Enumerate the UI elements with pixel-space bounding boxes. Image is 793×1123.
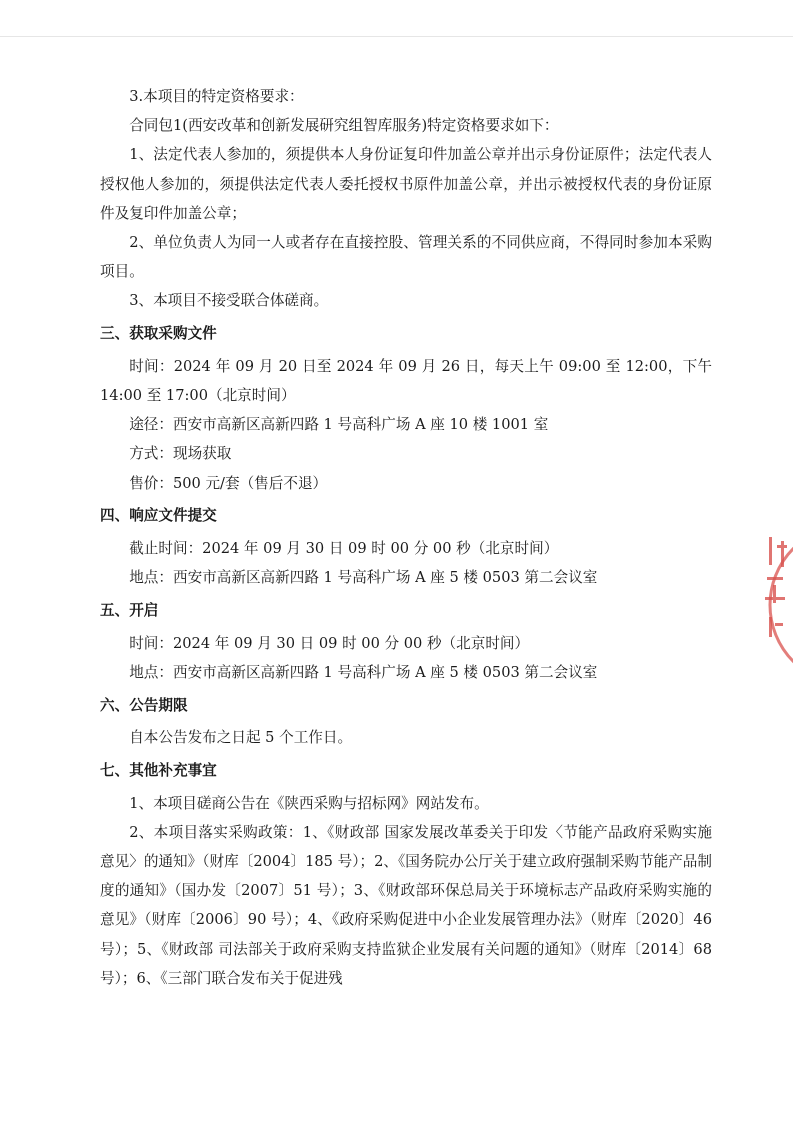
scan-edge-line: [0, 36, 793, 37]
section-heading: 六、公告期限: [100, 696, 188, 714]
body-paragraph: 截止时间：2024 年 09 月 30 日 09 时 00 分 00 秒（北京时间）: [129, 540, 559, 558]
body-paragraph: 3、本项目不接受联合体磋商。: [129, 292, 329, 310]
section-heading: 四、响应文件提交: [100, 507, 217, 525]
body-paragraph: 方式：现场获取: [129, 445, 232, 463]
body-paragraph: 时间：2024 年 09 月 30 日 09 时 00 分 00 秒（北京时间）: [129, 634, 530, 652]
body-paragraph: 2、单位负责人为同一人或者存在直接控股、管理关系的不同供应商，不得同时参加本采购项目。: [100, 234, 712, 281]
document-body: [100, 82, 712, 993]
body-paragraph: 1、法定代表人参加的，须提供本人身份证复印件加盖公章并出示身份证原件；法定代表人授权他人参加的，须提供法定代表人委托授权书原件加盖公章，并出示被授权代表的身份证原件及复印件加盖公章；: [100, 146, 712, 222]
body-paragraph: 售价：500 元/套（售后不退）: [129, 474, 328, 492]
section-heading: 三、获取采购文件: [100, 325, 217, 343]
section-heading: 五、开启: [100, 601, 159, 619]
body-paragraph: 合同包1(西安改革和创新发展研究组智库服务)特定资格要求如下：: [129, 117, 559, 135]
body-paragraph: 途径：西安市高新区高新四路 1 号高科广场 A 座 10 楼 1001 室: [129, 416, 549, 434]
body-paragraph: 3.本项目的特定资格要求：: [129, 88, 304, 105]
red-seal-stamp: [755, 505, 793, 705]
body-paragraph: 地点：西安市高新区高新四路 1 号高科广场 A 座 5 楼 0503 第二会议室: [129, 663, 598, 681]
body-paragraph: 时间：2024 年 09 月 20 日至 2024 年 09 月 26 日，每天上午 09:00 至 12:00，下午 14:00 至 17:00（北京时间）: [100, 357, 712, 405]
body-paragraph: 地点：西安市高新区高新四路 1 号高科广场 A 座 5 楼 0503 第二会议室: [129, 569, 598, 587]
body-paragraph: 自本公告发布之日起 5 个工作日。: [129, 729, 353, 747]
body-paragraph: 1、本项目磋商公告在《陕西采购与招标网》网站发布。: [129, 794, 489, 812]
body-paragraph: 2、本项目落实采购政策：1、《财政部 国家发展改革委关于印发〈节能产品政府采购实施意见〉的通知》（财库〔2004〕185 号）；2、《国务院办公厅关于建立政府强制采购节能产品制度的通知》（国办发〔2007〕51 号）；3、《财政部环保总局关于环境标志产品政府采购实施的意见》（财库〔2006〕90 号）；4、《政府采购促进中小企业发展管理办法》（财库〔2020〕46 号）；5、《财政部 司法部关于政府采购支持监狱企业发展有关问题的通知》（财库〔2014〕68 号）；6、《三部门联合发布关于促进残: [100, 823, 712, 987]
section-heading: 七、其他补充事宜: [100, 761, 217, 779]
